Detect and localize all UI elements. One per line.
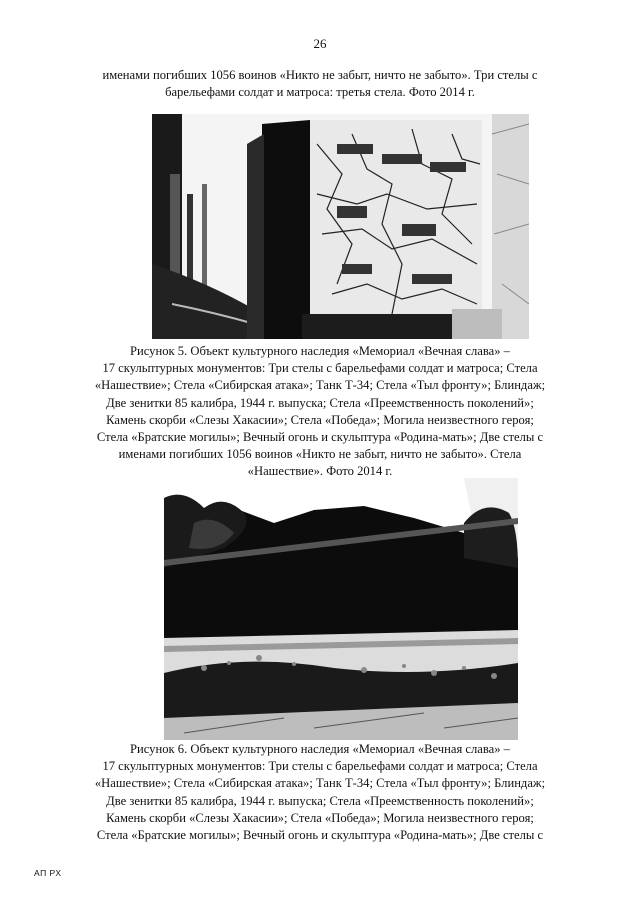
- caption-line: «Нашествие». Фото 2014 г.: [247, 464, 393, 479]
- caption-line: 17 скульптурных монументов: Три стелы с барельефами солдат и матроса; Стела: [102, 361, 538, 376]
- caption-line: Две зенитки 85 калибра, 1944 г. выпуска; Стела «Преемственность поколений»;: [106, 395, 534, 410]
- caption-line: Рисунок 5. Объект культурного наследия «Мемориал «Вечная слава» –: [130, 344, 510, 358]
- caption-line: Рисунок 6. Объект культурного наследия «Мемориал «Вечная слава» –: [130, 742, 510, 756]
- figure-6-caption: [70, 741, 570, 844]
- figure-5-photo: [152, 114, 529, 339]
- caption-line: именами погибших 1056 воинов «Никто не забыт, ничто не забыто». Три стелы с: [102, 68, 538, 82]
- caption-line: барельефами солдат и матроса: третья стела. Фото 2014 г.: [165, 85, 475, 100]
- caption-line: 17 скульптурных монументов: Три стелы с барельефами солдат и матроса; Стела: [102, 759, 538, 774]
- caption-line: «Нашествие»; Стела «Сибирская атака»; Танк Т-34; Стела «Тыл фронту»; Блиндаж;: [94, 378, 546, 393]
- caption-line: именами погибших 1056 воинов «Никто не забыт, ничто не забыто». Стела: [118, 447, 522, 462]
- figure-6-photo: [164, 478, 518, 740]
- caption-line: Камень скорби «Слезы Хакасии»; Стела «Победа»; Могила неизвестного героя;: [106, 810, 534, 825]
- caption-line: Камень скорби «Слезы Хакасии»; Стела «Победа»; Могила неизвестного героя;: [106, 412, 534, 427]
- caption-line: «Нашествие»; Стела «Сибирская атака»; Танк Т-34; Стела «Тыл фронту»; Блиндаж;: [94, 776, 546, 791]
- caption-line: Стела «Братские могилы»; Вечный огонь и скульптура «Родина-мать»; Две стелы с: [96, 828, 544, 843]
- archive-mark: АП РХ: [34, 868, 62, 878]
- caption-line: Две зенитки 85 калибра, 1944 г. выпуска; Стела «Преемственность поколений»;: [106, 793, 534, 808]
- figure-5-caption: [70, 343, 570, 481]
- page-number: 26: [313, 36, 327, 51]
- caption-line: Стела «Братские могилы»; Вечный огонь и скульптура «Родина-мать»; Две стелы с: [96, 430, 544, 445]
- caption-continuation: [70, 67, 570, 101]
